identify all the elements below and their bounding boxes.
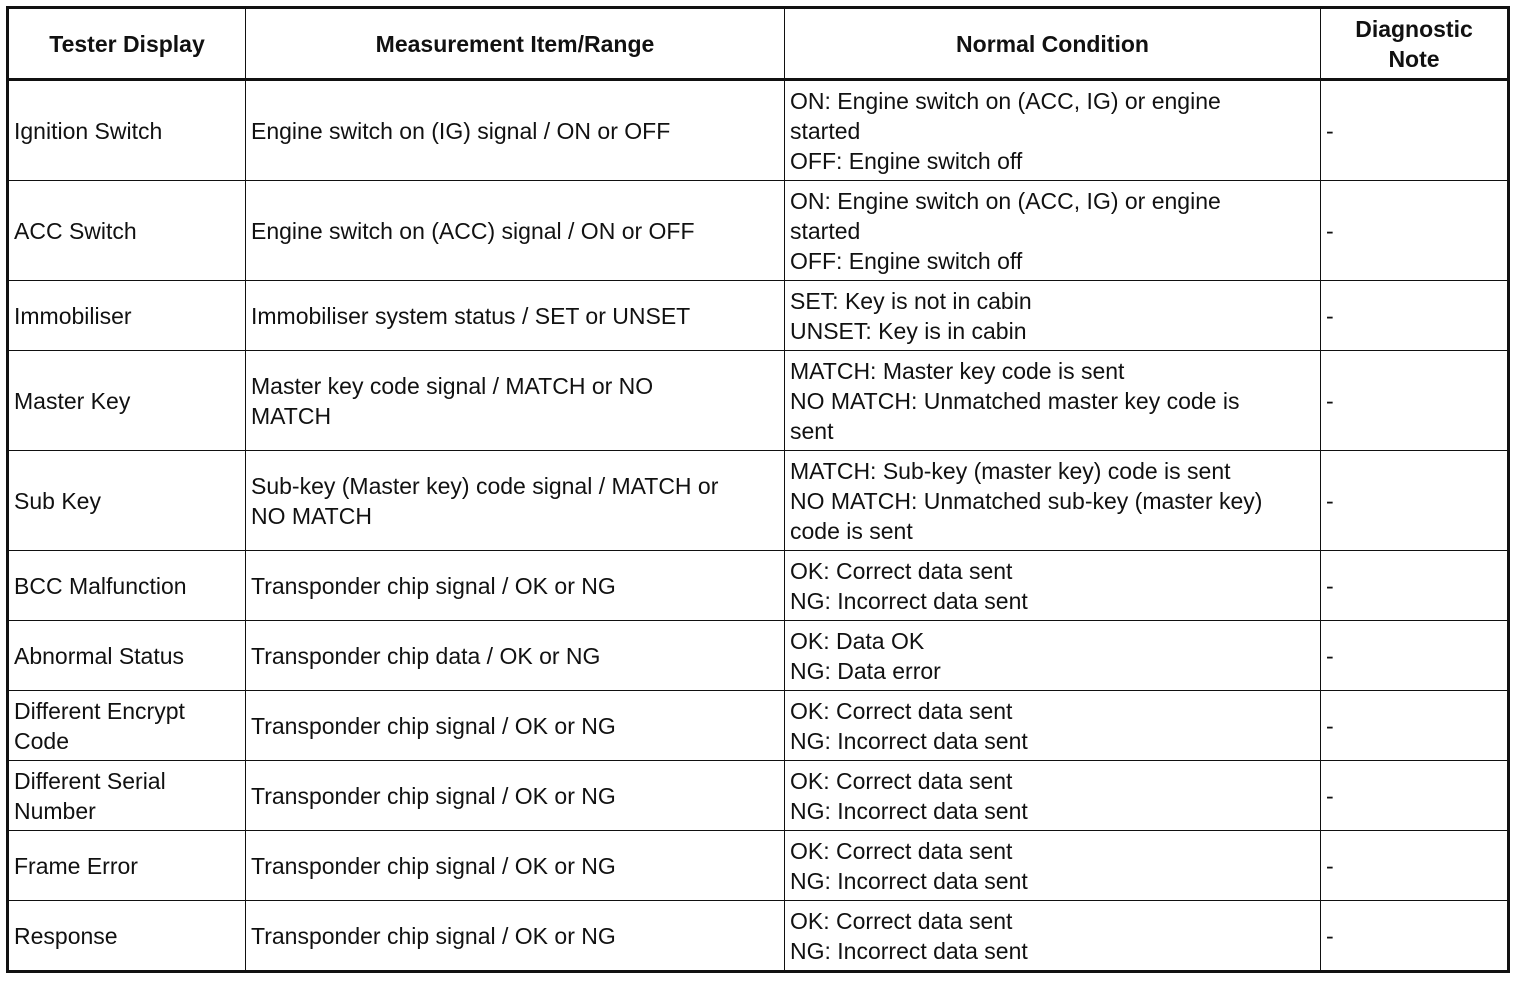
table-row bbox=[8, 901, 1509, 972]
tester-display-cell: Frame Error bbox=[8, 831, 246, 901]
normal-condition-cell: OK: Correct data sent NG: Incorrect data sent bbox=[785, 831, 1321, 901]
normal-condition-cell: OK: Data OK NG: Data error bbox=[785, 621, 1321, 691]
normal-condition-cell: OK: Correct data sent NG: Incorrect data sent bbox=[785, 691, 1321, 761]
normal-condition-cell: SET: Key is not in cabin UNSET: Key is in cabin bbox=[785, 281, 1321, 351]
table-row bbox=[8, 351, 1509, 451]
normal-condition-cell: OK: Correct data sent NG: Incorrect data sent bbox=[785, 761, 1321, 831]
tester-display-cell: BCC Malfunction bbox=[8, 551, 246, 621]
measurement-cell: Immobiliser system status / SET or UNSET bbox=[246, 281, 785, 351]
measurement-cell: Sub-key (Master key) code signal / MATCH or NO MATCH bbox=[246, 451, 785, 551]
table-row bbox=[8, 831, 1509, 901]
table-row bbox=[8, 551, 1509, 621]
table-row bbox=[8, 281, 1509, 351]
measurement-cell: Transponder chip signal / OK or NG bbox=[246, 831, 785, 901]
diagnostic-note-cell: - bbox=[1321, 181, 1509, 281]
tester-display-cell: Different Encrypt Code bbox=[8, 691, 246, 761]
measurement-cell: Transponder chip signal / OK or NG bbox=[246, 691, 785, 761]
normal-condition-cell: OK: Correct data sent NG: Incorrect data sent bbox=[785, 551, 1321, 621]
measurement-cell: Transponder chip data / OK or NG bbox=[246, 621, 785, 691]
diagnostic-note-cell: - bbox=[1321, 351, 1509, 451]
tester-display-cell: ACC Switch bbox=[8, 181, 246, 281]
table-row bbox=[8, 691, 1509, 761]
table-row bbox=[8, 80, 1509, 181]
table-row bbox=[8, 761, 1509, 831]
normal-condition-cell: MATCH: Master key code is sent NO MATCH: Unmatched master key code is sent bbox=[785, 351, 1321, 451]
header-row bbox=[8, 8, 1509, 80]
measurement-cell: Transponder chip signal / OK or NG bbox=[246, 761, 785, 831]
header-diagnostic-note: Diagnostic Note bbox=[1321, 8, 1509, 80]
normal-condition-cell: MATCH: Sub-key (master key) code is sent NO MATCH: Unmatched sub-key (master key) code is sent bbox=[785, 451, 1321, 551]
measurement-cell: Master key code signal / MATCH or NO MATCH bbox=[246, 351, 785, 451]
diagnostic-note-cell: - bbox=[1321, 281, 1509, 351]
diagnostic-data-table bbox=[6, 6, 1510, 973]
normal-condition-cell: ON: Engine switch on (ACC, IG) or engine started OFF: Engine switch off bbox=[785, 181, 1321, 281]
measurement-cell: Engine switch on (IG) signal / ON or OFF bbox=[246, 80, 785, 181]
diagnostic-note-cell: - bbox=[1321, 80, 1509, 181]
diagnostic-note-cell: - bbox=[1321, 761, 1509, 831]
table-row bbox=[8, 621, 1509, 691]
tester-display-cell: Response bbox=[8, 901, 246, 972]
normal-condition-cell: OK: Correct data sent NG: Incorrect data sent bbox=[785, 901, 1321, 972]
diagnostic-note-cell: - bbox=[1321, 831, 1509, 901]
tester-display-cell: Sub Key bbox=[8, 451, 246, 551]
header-tester-display: Tester Display bbox=[8, 8, 246, 80]
diagnostic-note-cell: - bbox=[1321, 691, 1509, 761]
measurement-cell: Transponder chip signal / OK or NG bbox=[246, 901, 785, 972]
diagnostic-note-cell: - bbox=[1321, 451, 1509, 551]
measurement-cell: Transponder chip signal / OK or NG bbox=[246, 551, 785, 621]
normal-condition-cell: ON: Engine switch on (ACC, IG) or engine started OFF: Engine switch off bbox=[785, 80, 1321, 181]
diagnostic-note-cell: - bbox=[1321, 901, 1509, 972]
table-row bbox=[8, 451, 1509, 551]
tester-display-cell: Immobiliser bbox=[8, 281, 246, 351]
table-header bbox=[8, 8, 1509, 80]
table-row bbox=[8, 181, 1509, 281]
diagnostic-note-cell: - bbox=[1321, 621, 1509, 691]
diagnostic-note-cell: - bbox=[1321, 551, 1509, 621]
tester-display-cell: Master Key bbox=[8, 351, 246, 451]
tester-display-cell: Different Serial Number bbox=[8, 761, 246, 831]
tester-display-cell: Abnormal Status bbox=[8, 621, 246, 691]
table-body bbox=[8, 80, 1509, 972]
header-normal-condition: Normal Condition bbox=[785, 8, 1321, 80]
measurement-cell: Engine switch on (ACC) signal / ON or OFF bbox=[246, 181, 785, 281]
tester-display-cell: Ignition Switch bbox=[8, 80, 246, 181]
header-measurement-item-range: Measurement Item/Range bbox=[246, 8, 785, 80]
